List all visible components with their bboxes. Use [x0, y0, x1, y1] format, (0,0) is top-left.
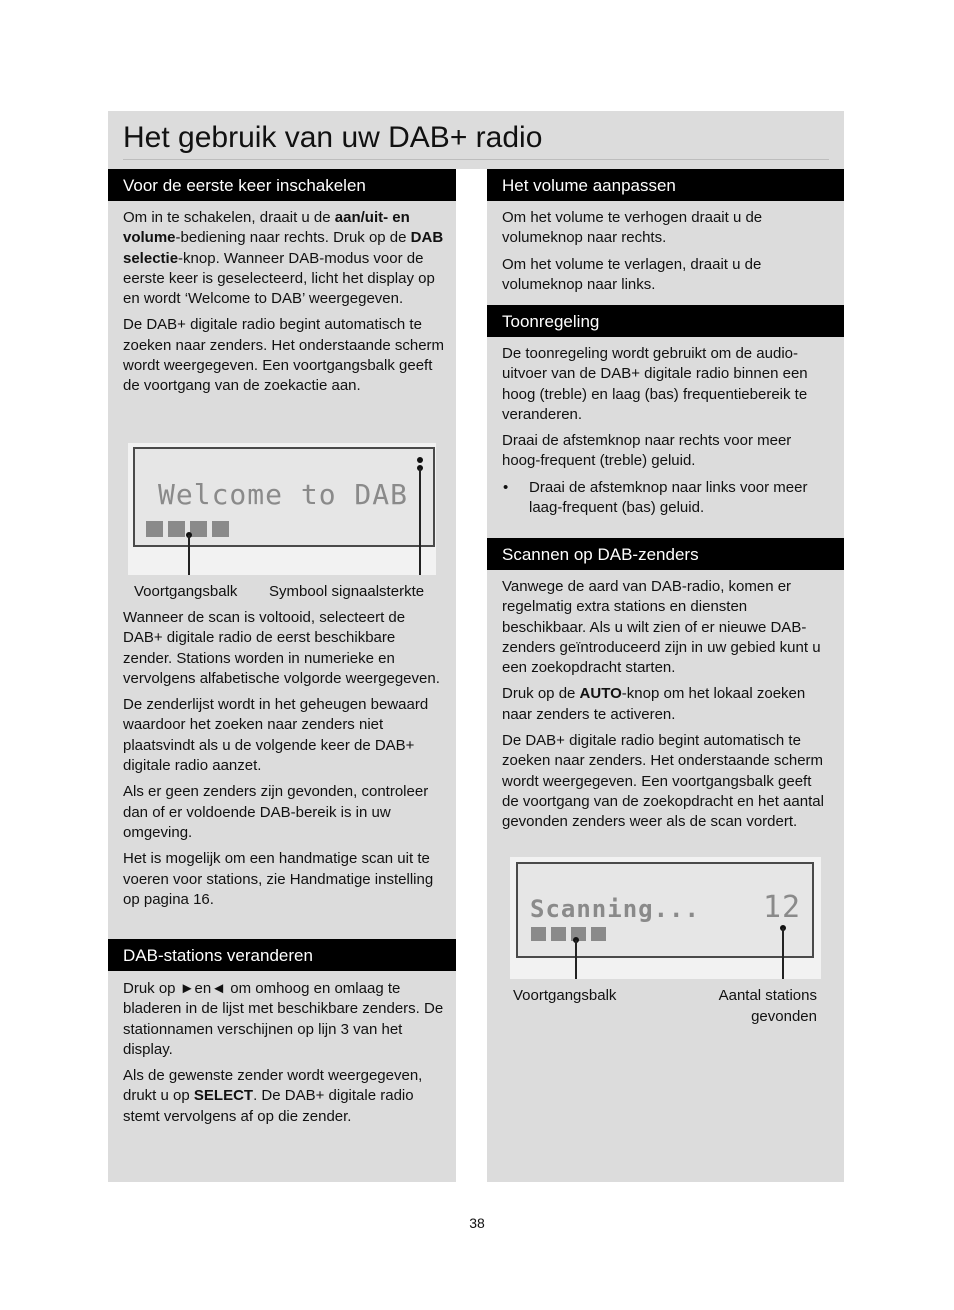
lcd-scanning-text: Scanning...	[530, 895, 700, 923]
bold-text: aan/uit- en volume	[123, 209, 410, 247]
lcd-welcome-text: Welcome to DAB	[158, 478, 409, 511]
paragraph: De toonregeling wordt gebruikt om de audio-uitvoer van de DAB+ digitale radio binnen een hoog (treble) en laag (bas) frequentiebereik te veranderen.	[502, 345, 808, 423]
text-run: Als de gewenste zender wordt weergegeven, drukt u op	[123, 1067, 423, 1105]
lcd-station-count: 12	[763, 890, 802, 925]
signal-dot	[417, 457, 423, 463]
text-run: -knop. Wanneer DAB-modus voor de eerste keer is geselecteerd, licht het display op en wordt ‘Welcome to DAB’ weergegeven.	[123, 249, 435, 308]
pointer-line-count	[782, 928, 784, 979]
section-heading-scan: Scannen op DAB-zenders	[487, 538, 844, 570]
caption-progress-bar: Voortgangsbalk	[513, 987, 617, 1004]
progress-block	[531, 927, 546, 941]
progress-block	[190, 521, 207, 537]
bold-text: SELECT	[193, 1087, 254, 1105]
paragraph: Wanneer de scan is voltooid, selecteert de DAB+ digitale radio de eerst beschikbare zender. Stations worden in numerieke en vervolgens alfabetische volgorde weergegeven.	[123, 609, 440, 687]
section-tone-text	[502, 344, 832, 518]
page-number: 38	[469, 1215, 485, 1231]
paragraph	[502, 684, 832, 725]
section-volume-text	[502, 208, 832, 301]
section-scan-text	[502, 577, 832, 839]
text-run: Druk op de	[502, 685, 580, 703]
text-run: -knop om het lokaal zoeken naar zenders te activeren.	[502, 685, 806, 723]
bullet-list	[502, 478, 832, 519]
section-first-use-text	[123, 208, 448, 403]
text-run: -bediening naar rechts. Druk op de	[175, 229, 411, 247]
bold-text: DAB selectie	[123, 229, 444, 267]
progress-bar-blocks	[531, 927, 606, 941]
pointer-line-progress	[575, 940, 577, 979]
paragraph: Draai de afstemknop naar rechts voor meer hoog-frequent (treble) geluid.	[502, 432, 792, 470]
paragraph: De DAB+ digitale radio begint automatisch te zoeken naar zenders. Het onderstaande scherm wordt weergegeven. Een voortgangsbalk geeft de voortgang van de zoekopdracht en het aantal gevonden zenders weer als de scan vordert.	[502, 732, 824, 831]
section-heading-tone: Toonregeling	[487, 305, 844, 337]
progress-block	[212, 521, 229, 537]
section-heading-first-use: Voor de eerste keer inschakelen	[108, 169, 456, 201]
section-change-stations-text	[123, 979, 448, 1133]
caption-progress-bar: Voortgangsbalk	[134, 583, 238, 600]
section-heading-change-stations: DAB-stations veranderen	[108, 939, 456, 971]
paragraph: De zenderlijst wordt in het geheugen bewaard waardoor het zoeken naar zenders niet plaatsvindt als u de volgende keer de DAB+ digitale radio aanzet.	[123, 696, 429, 775]
caption-station-count-1: Aantal stations	[718, 987, 817, 1004]
progress-block	[591, 927, 606, 941]
paragraph: De DAB+ digitale radio begint automatisch te zoeken naar zenders. Het onderstaande scherm wordt weergegeven. Een voortgangsbalk geeft de voortgang van de zoekactie aan.	[123, 316, 445, 395]
text-run: Om in te schakelen, draait u de	[123, 209, 335, 226]
paragraph: Vanwege de aard van DAB-radio, komen er regelmatig extra stations en diensten beschikbaar. Als u wilt zien of er nieuwe DAB-zenders geïntroduceerd zijn in uw gebied kunt u een zoekopdracht starten.	[502, 578, 821, 677]
paragraph: Druk op ►en◄ om omhoog en omlaag te bladeren in de lijst met beschikbare zenders. De stationnamen verschijnen op lijn 3 van het display.	[123, 980, 444, 1058]
pointer-line-progress	[188, 535, 190, 575]
pointer-line-signal	[419, 468, 421, 575]
progress-block	[146, 521, 163, 537]
paragraph: Om het volume te verlagen, draait u de volumeknop naar links.	[502, 255, 762, 293]
paragraph: Als er geen zenders zijn gevonden, controleer dan of er voldoende DAB-bereik is in uw omgeving.	[123, 783, 429, 841]
bold-text: AUTO	[579, 685, 622, 703]
paragraph: Om het volume te verhogen draait u de volumeknop naar rechts.	[502, 209, 763, 247]
section-first-use-text-continued	[123, 608, 448, 916]
section-heading-volume: Het volume aanpassen	[487, 169, 844, 201]
progress-block	[551, 927, 566, 941]
paragraph: Het is mogelijk om een handmatige scan uit te voeren voor stations, zie Handmatige instelling op pagina 16.	[123, 850, 434, 908]
page-title: Het gebruik van uw DAB+ radio	[123, 121, 543, 154]
text-run: . De DAB+ digitale radio stemt vervolgens af op die zender.	[123, 1087, 414, 1125]
caption-signal-strength: Symbool signaalsterkte	[269, 583, 425, 600]
list-item: • Draai de afstemknop naar links voor meer laag-frequent (bas) geluid.	[502, 478, 832, 519]
paragraph	[123, 208, 448, 309]
caption-station-count-2: gevonden	[751, 1008, 817, 1025]
progress-block	[168, 521, 185, 537]
title-divider	[123, 159, 829, 160]
paragraph	[123, 1066, 448, 1127]
